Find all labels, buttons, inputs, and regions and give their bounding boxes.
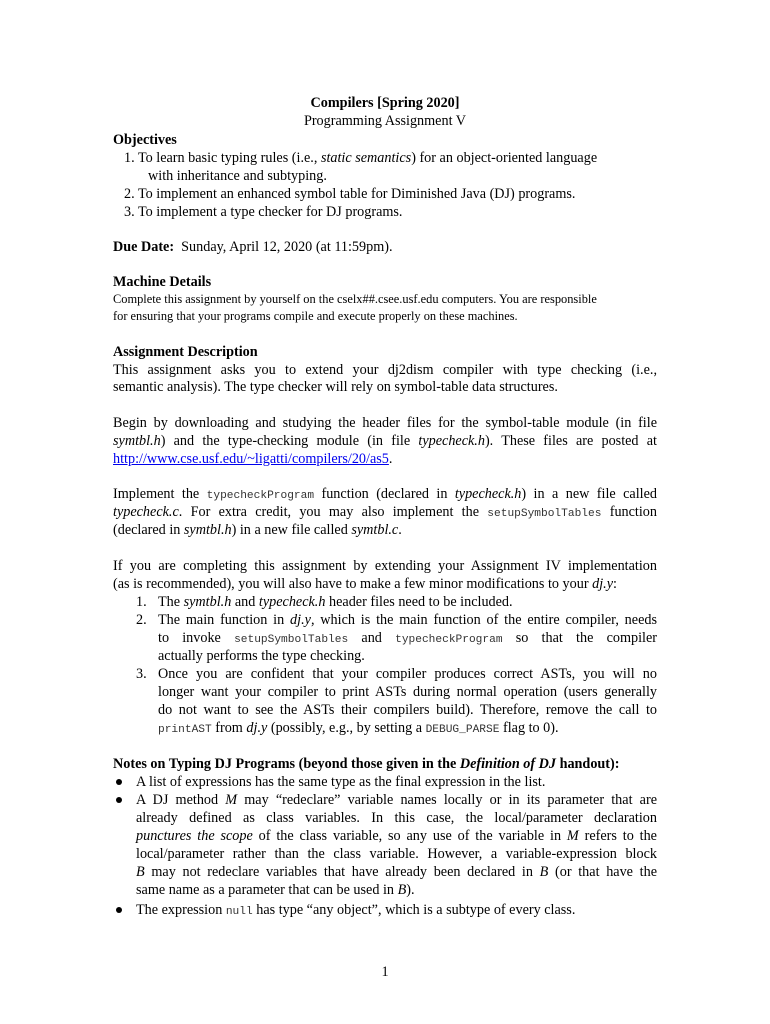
note-bullet-2-line-1: A DJ method M may “redeclare” variable names locally or in its parameter that are — [136, 792, 657, 808]
modification-item-3-line-4: printAST from dj.y (possibly, e.g., by setting a DEBUG_PARSE flag to 0). — [158, 720, 559, 736]
note-bullet-1: A list of expressions has the same type as the final expression in the list. — [136, 774, 546, 790]
modification-item-2-line-2: to invoke setupSymbolTables and typecheckProgram so that the compiler — [158, 630, 657, 646]
note-bullet-2-line-6: same name as a parameter that can be used in B). — [136, 882, 415, 898]
assignment-p2-line-1: Begin by downloading and studying the header files for the symbol-table module (in file — [113, 415, 657, 431]
notes-heading: Notes on Typing DJ Programs (beyond those given in the Definition of DJ handout): — [113, 756, 620, 772]
page-number: 1 — [381, 964, 389, 980]
assignment-files-link[interactable]: http://www.cse.usf.edu/~ligatti/compilers/20/as5 — [113, 451, 389, 467]
modification-item-3-line-1: Once you are confident that your compiler produces correct ASTs, you will no — [158, 666, 657, 682]
machine-details-line-2: for ensuring that your programs compile and execute properly on these machines. — [113, 309, 518, 323]
modification-item-3-number: 3. — [136, 666, 147, 682]
document-title: Compilers [Spring 2020] — [310, 95, 460, 111]
modification-item-2-line-1: The main function in dj.y, which is the main function of the entire compiler, needs — [158, 612, 657, 628]
objective-item-1: 1. To learn basic typing rules (i.e., static semantics) for an object-oriented language — [124, 150, 598, 166]
note-bullet-2-line-2: already defined as class variables. In this case, the local/parameter declaration — [136, 810, 657, 826]
bullet-icon — [116, 779, 122, 785]
document-subtitle: Programming Assignment V — [303, 113, 467, 129]
note-bullet-3: The expression null has type “any object”, which is a subtype of every class. — [136, 902, 576, 918]
assignment-p3-line-3: (declared in symtbl.h) in a new file called symtbl.c. — [113, 522, 402, 538]
assignment-p1-line-2: semantic analysis). The type checker will rely on symbol-table data structures. — [113, 379, 558, 395]
objective-item-1-continued: with inheritance and subtyping. — [148, 168, 327, 184]
objective-item-3: 3. To implement a type checker for DJ programs. — [124, 204, 403, 220]
modification-item-2-number: 2. — [136, 612, 147, 628]
objectives-heading: Objectives — [113, 132, 177, 148]
note-bullet-2-line-4: local/parameter rather than the class variable. However, a variable-expression block — [136, 846, 657, 862]
assignment-description-heading: Assignment Description — [113, 344, 258, 360]
note-bullet-2-line-5: B may not redeclare variables that have already been declared in B (or that have the — [136, 864, 657, 880]
modification-item-2-line-3: actually performs the type checking. — [158, 648, 365, 664]
modification-item-1-number: 1. — [136, 594, 147, 610]
machine-details-line-1: Complete this assignment by yourself on the cselx##.csee.usf.edu computers. You are responsible — [113, 292, 597, 306]
objective-item-2: 2. To implement an enhanced symbol table for Diminished Java (DJ) programs. — [124, 186, 576, 202]
assignment-p3-line-2: typecheck.c. For extra credit, you may also implement the setupSymbolTables function — [113, 504, 657, 520]
due-date-value: Sunday, April 12, 2020 (at 11:59pm). — [181, 239, 393, 255]
assignment-p1-line-1: This assignment asks you to extend your dj2dism compiler with type checking (i.e., — [113, 362, 657, 378]
assignment-p3-line-1: Implement the typecheckProgram function (declared in typecheck.h) in a new file called — [113, 486, 657, 502]
modification-item-3-line-2: longer want your compiler to print ASTs during normal operation (users generally — [158, 684, 657, 700]
note-bullet-2-line-3: punctures the scope of the class variable, so any use of the variable in M refers to the — [136, 828, 657, 844]
due-date — [113, 238, 393, 256]
bullet-icon — [116, 907, 122, 913]
modification-item-3-line-3: do not want to see the ASTs their compilers build). Therefore, remove the call to — [158, 702, 657, 718]
modification-item-1: The symtbl.h and typecheck.h header files need to be included. — [158, 594, 513, 610]
assignment-p2-line-3: http://www.cse.usf.edu/~ligatti/compilers/20/as5. — [113, 451, 393, 467]
assignment-p4-line-1: If you are completing this assignment by extending your Assignment IV implementation — [113, 558, 657, 574]
assignment-p2-line-2: symtbl.h) and the type-checking module (in file typecheck.h). These files are posted at — [113, 433, 657, 449]
due-date-label: Due Date: — [113, 239, 175, 255]
assignment-p4-line-2: (as is recommended), you will also have to make a few minor modifications to your dj.y: — [113, 576, 617, 592]
machine-details-heading: Machine Details — [113, 274, 212, 290]
bullet-icon — [116, 797, 122, 803]
